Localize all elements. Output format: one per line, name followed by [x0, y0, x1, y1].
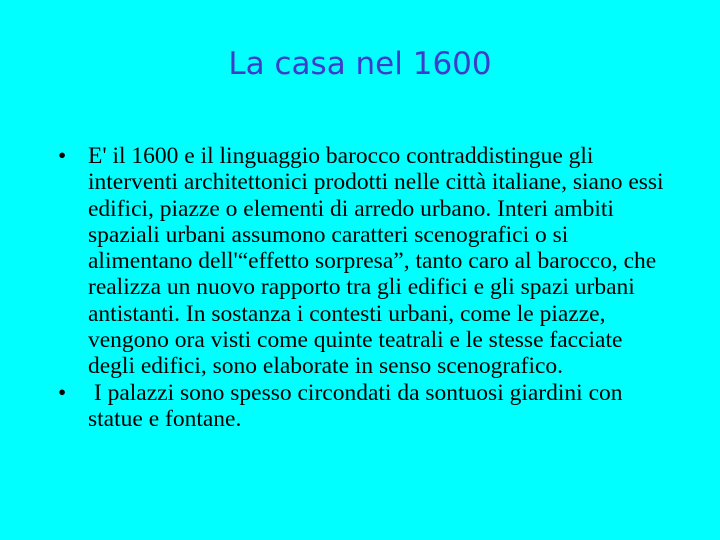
bullet-icon: •	[58, 379, 67, 406]
slide-title: La casa nel 1600	[228, 46, 492, 82]
bullet-icon: •	[58, 143, 67, 169]
bullet-text: E' il 1600 e il linguaggio barocco contraddistingue gli interventi architettonici prodotti nelle città italiane, siano essi edifici, piazze o elementi di arredo urbano. Interi ambiti spaziali urbani assumono caratteri scenografici o si alimentano dell'“effetto sorpresa”, tanto caro al barocco, che realizza un nuovo rapporto tra gli edifici e gli spazi urbani antistanti. In sostanza i contesti urbani, come le piazze, vengono ora visti come quinte teatrali e le stesse facciate degli edifici, sono elaborate in senso scenografico.	[88, 143, 664, 380]
list-item	[58, 143, 668, 380]
list-item	[58, 380, 668, 433]
bullet-text: I palazzi sono spesso circondati da sontuosi giardini con statue e fontane.	[88, 379, 629, 432]
bullet-list	[58, 143, 668, 432]
